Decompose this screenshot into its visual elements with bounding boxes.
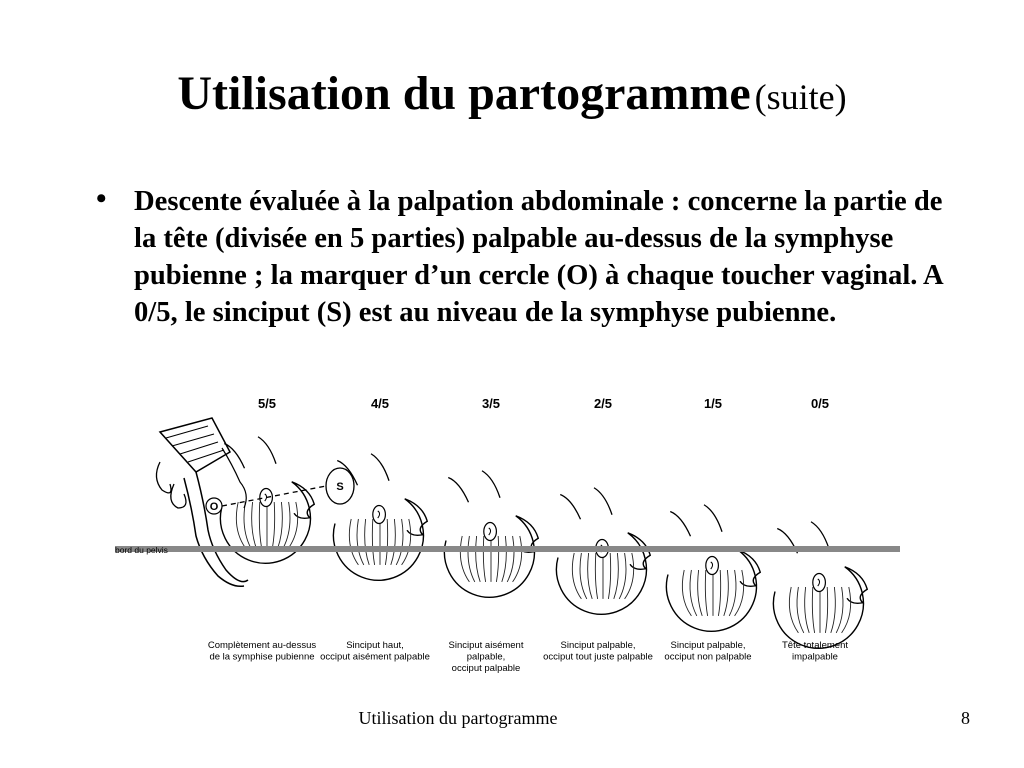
stage-caption-line: occiput non palpable	[664, 651, 752, 663]
stage-caption-line: occiput palpable	[451, 663, 521, 674]
title-subtitle: (suite)	[754, 77, 847, 117]
stage-caption-line: Sinciput palpable,	[560, 640, 636, 651]
fraction-labels	[258, 396, 829, 411]
title-main: Utilisation du partogramme	[177, 67, 751, 120]
stage-caption	[449, 640, 524, 674]
fetal-head	[444, 471, 538, 598]
fetal-neck-lines	[224, 437, 276, 469]
caption-labels	[208, 640, 848, 674]
fetal-heads-group	[220, 437, 867, 649]
stage-caption-line: Sinciput palpable,	[670, 640, 746, 651]
bullet-item	[96, 183, 946, 331]
stage-fraction-label: 1/5	[703, 396, 723, 411]
stage-caption	[543, 640, 653, 663]
stage-fraction-label: 2/5	[593, 396, 613, 411]
stage-caption-line: Tête totalement	[781, 640, 849, 651]
stage-fraction-label: 3/5	[481, 396, 501, 411]
bullet-dot-icon: •	[96, 182, 107, 215]
bullet-text: Descente évaluée à la palpation abdominale : concerne la partie de la tête (divisée en 5 parties) palpable au-dessus de la symphyse pubienne ; la marquer d’un cercle (O) à chaque toucher vaginal. A 0/5, le sinciput (S) est au niveau de la symphyse pubienne.	[134, 186, 943, 328]
fetal-neck-lines	[670, 505, 722, 537]
stage-caption	[208, 640, 316, 663]
stage-caption-line: Sinciput aisément	[448, 640, 524, 651]
fetal-neck-lines	[560, 488, 612, 520]
fetal-head	[220, 437, 314, 564]
stage-caption-line: palpable,	[466, 651, 506, 663]
stage-caption	[782, 640, 848, 663]
stage-caption-line: de la symphise pubienne	[209, 651, 315, 663]
stage-fraction-label: 0/5	[810, 396, 830, 411]
page-number: 8	[961, 708, 970, 728]
descent-diagram	[100, 390, 910, 680]
marker-o: O	[209, 501, 219, 513]
stage-caption-line: occiput aisément palpable	[320, 651, 430, 663]
fetal-head	[773, 522, 867, 649]
stage-caption-line: occiput tout juste palpable	[543, 651, 653, 663]
marker-s: S	[336, 481, 344, 493]
stage-fraction-label: 5/5	[257, 396, 277, 411]
pelvis-label: bord du pelvis	[115, 545, 168, 555]
fetal-head	[666, 505, 760, 632]
footer-title: Utilisation du partogramme	[358, 708, 558, 728]
fetal-neck-lines	[448, 471, 500, 503]
stage-caption	[664, 640, 751, 663]
slide-title	[0, 66, 1024, 121]
stage-caption-line: impalpable	[792, 651, 838, 663]
stage-fraction-label: 4/5	[370, 396, 390, 411]
stage-caption-line: Sinciput haut,	[346, 640, 404, 651]
stage-caption	[320, 640, 430, 663]
stage-caption-line: Complètement au-dessus	[207, 640, 317, 651]
